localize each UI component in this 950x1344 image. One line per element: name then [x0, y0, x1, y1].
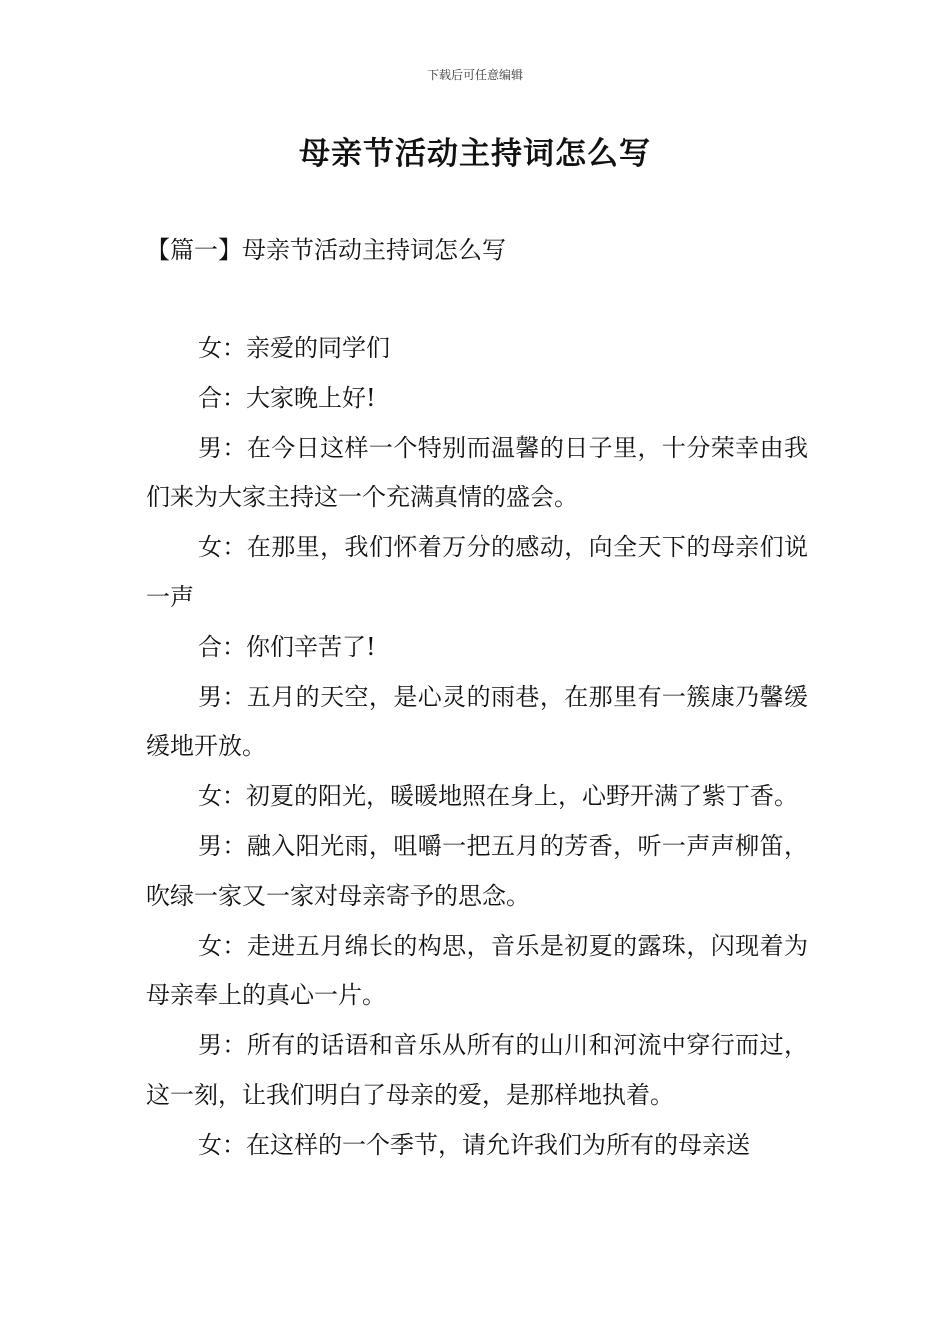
paragraph: 女：初夏的阳光，暖暖地照在身上，心野开满了紫丁香。 [198, 782, 798, 811]
body-text [146, 324, 808, 1171]
paragraph: 男：五月的天空，是心灵的雨巷，在那里有一簇康乃馨缓缓地开放。 [146, 682, 808, 761]
paragraph: 女：走进五月绵长的构思，音乐是初夏的露珠，闪现着为母亲奉上的真心一片。 [146, 931, 808, 1010]
paragraph: 男：融入阳光雨，咀嚼一把五月的芳香，听一声声柳笛，吹绿一家又一家对母亲寄予的思念。 [146, 831, 808, 910]
paragraph: 合：你们辛苦了! [198, 632, 376, 661]
document-title: 母亲节活动主持词怎么写 [299, 136, 651, 172]
paragraph: 合：大家晚上好! [198, 383, 376, 412]
paragraph: 男：在今日这样一个特别而温馨的日子里，十分荣幸由我们来为大家主持这一个充满真情的盛会。 [146, 433, 808, 512]
header-note: 下载后可任意编辑 [426, 68, 523, 82]
paragraph: 男：所有的话语和音乐从所有的山川和河流中穿行而过，这一刻，让我们明白了母亲的爱，是那样地执着。 [146, 1031, 808, 1109]
paragraph: 女：在这样的一个季节，请允许我们为所有的母亲送 [198, 1130, 750, 1159]
paragraph: 女：亲爱的同学们 [198, 334, 390, 362]
paragraph: 女：在那里，我们怀着万分的感动，向全天下的母亲们说一声 [146, 533, 808, 611]
section-heading: 【篇一】母亲节活动主持词怎么写 [146, 236, 506, 264]
